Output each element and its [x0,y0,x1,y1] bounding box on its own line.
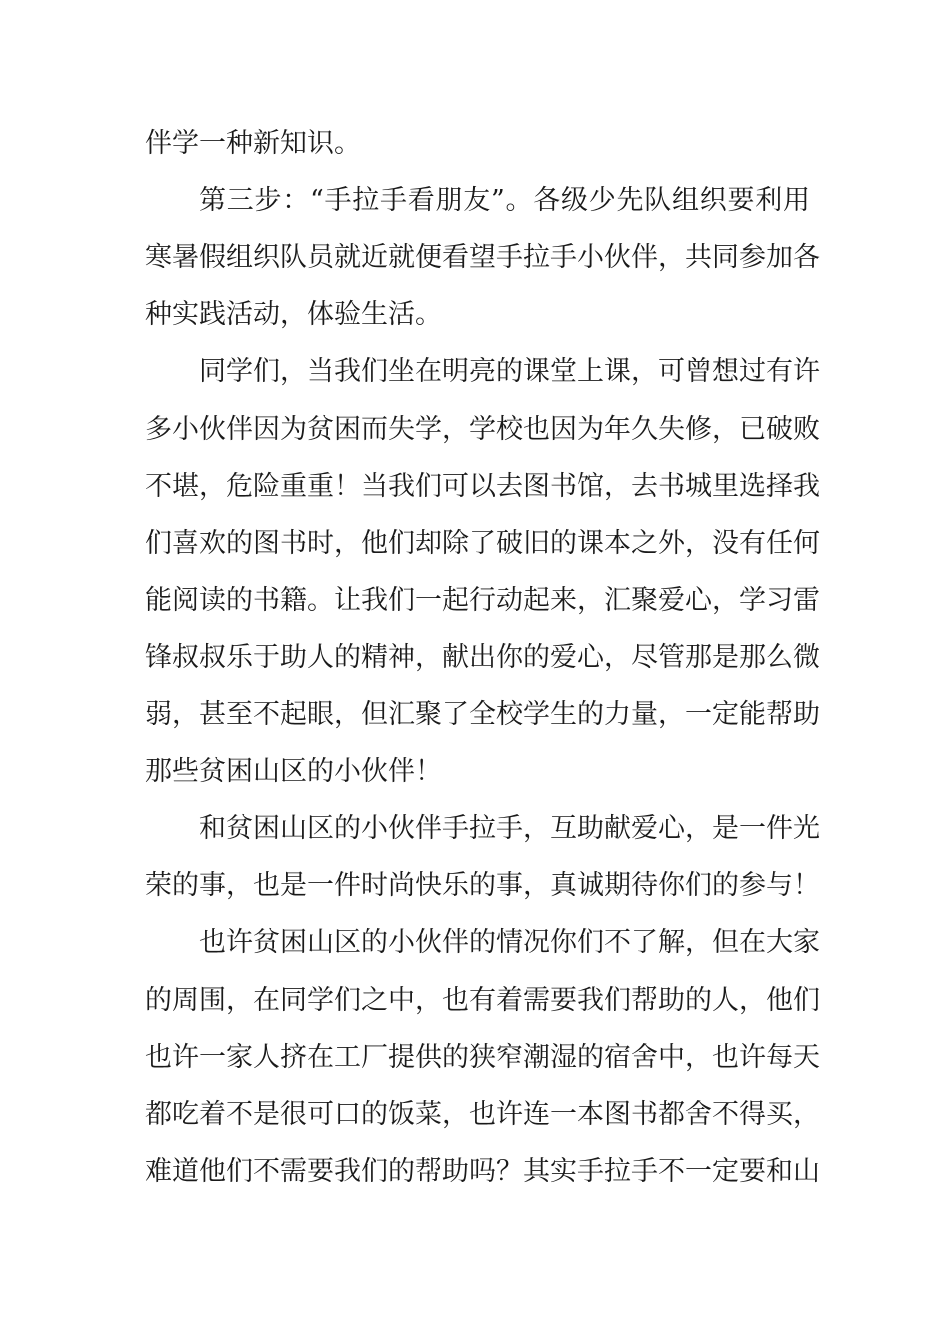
text-line: 种实践活动，体验生活。 [145,299,442,330]
text-line: 锋叔叔乐于助人的精神，献出你的爱心，尽管那是那么微 [145,642,820,673]
text-line: 弱，甚至不起眼，但汇聚了全校学生的力量，一定能帮助 [145,699,820,730]
paragraph-first-line: 和贫困山区的小伙伴手拉手，互助献爱心，是一件光 [199,813,820,844]
text-line: 难道他们不需要我们的帮助吗？其实手拉手不一定要和山 [145,1156,820,1187]
text-line: 不堪，危险重重！当我们可以去图书馆，去书城里选择我 [145,471,820,502]
text-line: 能阅读的书籍。让我们一起行动起来，汇聚爱心，学习雷 [145,585,820,616]
text-line: 也许一家人挤在工厂提供的狭窄潮湿的宿舍中，也许每天 [145,1042,820,1073]
text-line: 寒暑假组织队员就近就便看望手拉手小伙伴，共同参加各 [145,242,820,273]
text-line: 都吃着不是很可口的饭菜，也许连一本图书都舍不得买， [145,1099,820,1130]
text-line: 多小伙伴因为贫困而失学，学校也因为年久失修，已破败 [145,414,820,445]
text-line: 那些贫困山区的小伙伴！ [145,756,442,787]
text-line: 荣的事，也是一件时尚快乐的事，真诚期待你们的参与！ [145,870,820,901]
text-line: 伴学一种新知识。 [145,128,361,159]
paragraph-first-line: 也许贫困山区的小伙伴的情况你们不了解，但在大家 [199,927,820,958]
paragraph-first-line: 第三步：“手拉手看朋友”。各级少先队组织要利用 [199,185,810,216]
paragraph-first-line: 同学们，当我们坐在明亮的课堂上课，可曾想过有许 [199,356,820,387]
text-line: 的周围，在同学们之中，也有着需要我们帮助的人，他们 [145,985,820,1016]
text-line: 们喜欢的图书时，他们却除了破旧的课本之外，没有任何 [145,528,820,559]
